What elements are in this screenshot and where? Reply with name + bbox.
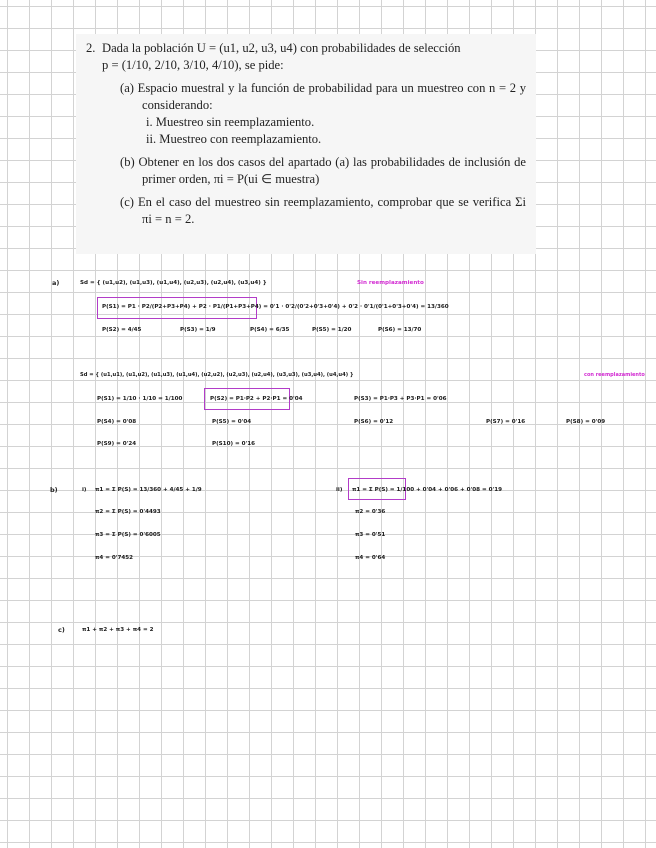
notes-con-r2d: P(S7) = 0'16 [486,419,526,425]
part-c [120,194,526,228]
notes-con-r2c: P(S6) = 0'12 [354,419,394,425]
notes-con-r2b: P(S5) = 0'04 [212,419,252,425]
notes-a-p3: P(S4) = 6/35 [250,327,290,333]
problem-intro-line2: p = (1/10, 2/10, 3/10, 4/10), se pide: [102,58,284,72]
notes-a-p2: P(S3) = 1/9 [180,327,216,333]
problem-number: 2. [86,41,96,55]
notes-c-label: c) [58,626,65,634]
part-a-ii: ii. Muestreo con reemplazamiento. [146,132,322,146]
notes-a-sample-space: Sd = { (u1,u2), (u1,u3), (u1,u4), (u2,u3), (u2,u4), (u3,u4) } [80,280,267,286]
notes-con-r1a: P(S1) = 1/10 · 1/10 = 1/100 [97,396,183,402]
notes-b-i-3: π3 = Σ P(S) = 0'6005 [95,532,161,538]
notes-a-formula: P(S1) = P1 · P2/(P2+P3+P4) + P2 · P1/(P1+P3+P4) = 0'1 · 0'2/(0'2+0'3+0'4) + 0'2 · 0'1/(0'1+0'3+0'4) = 13/360 [102,304,449,310]
notes-con-r1b: P(S2) = P1·P2 + P2·P1 = 0'04 [210,396,303,402]
notes-b-ii-label: ii) [336,487,343,493]
notes-a-p5: P(S6) = 13/70 [378,327,422,333]
part-c-label: (c) [120,195,134,209]
notes-b-ii-3: π3 = 0'51 [355,532,386,538]
notes-b-i-2: π2 = Σ P(S) = 0'4493 [95,509,161,515]
problem-intro [102,40,526,228]
problem-statement [76,34,536,254]
part-b-text: Obtener en los dos casos del apartado (a) las probabilidades de inclusión de primer orden, πi = P(ui ∈ muestra) [138,155,526,186]
notes-a-p4: P(S5) = 1/20 [312,327,352,333]
notes-con-r3b: P(S10) = 0'16 [212,441,255,447]
notes-con-r1c: P(S3) = P1·P3 + P3·P1 = 0'06 [354,396,447,402]
notes-con-r3a: P(S9) = 0'24 [97,441,137,447]
part-a-text: Espacio muestral y la función de probabilidad para un muestreo con n = 2 y considerando: [137,81,526,112]
notes-a-p1: P(S2) = 4/45 [102,327,142,333]
part-a-label: (a) [120,81,134,95]
part-a [120,80,526,114]
problem-intro-line1: Dada la población U = (u1, u2, u3, u4) con probabilidades de selección [102,41,461,55]
notes-con-r2a: P(S4) = 0'08 [97,419,137,425]
notes-b-i-1: π1 = Σ P(S) = 13/360 + 4/45 + 1/9 [95,487,202,493]
notes-a-tag-con: con reemplazamiento [584,372,645,378]
notes-b-ii-2: π2 = 0'36 [355,509,386,515]
part-c-text: En el caso del muestreo sin reemplazamiento, comprobar que se verifica Σi πi = n = 2. [137,195,526,226]
notes-c-text: π1 + π2 + π3 + π4 = 2 [82,627,154,633]
notes-b-i-label: i) [82,487,87,493]
part-b [120,154,526,188]
notes-con-r2e: P(S8) = 0'09 [566,419,606,425]
notes-a-label: a) [52,279,60,287]
notes-a-tag-sin: Sin reemplazamiento [357,280,424,286]
part-a-i: i. Muestreo sin reemplazamiento. [146,115,315,129]
notes-b-ii-1: π1 = Σ P(S) = 1/100 + 0'04 + 0'06 + 0'08 = 0'19 [352,487,502,493]
notes-a-sample-space-con: Sd = { (u1,u1), (u1,u2), (u1,u3), (u1,u4), (u2,u2), (u2,u3), (u2,u4), (u3,u3), (u3,u4), (u4,u4) } [80,372,354,378]
notes-b-label: b) [50,486,58,494]
notes-b-ii-4: π4 = 0'64 [355,555,386,561]
part-b-label: (b) [120,155,135,169]
notes-b-i-4: π4 = 0'7452 [95,555,134,561]
